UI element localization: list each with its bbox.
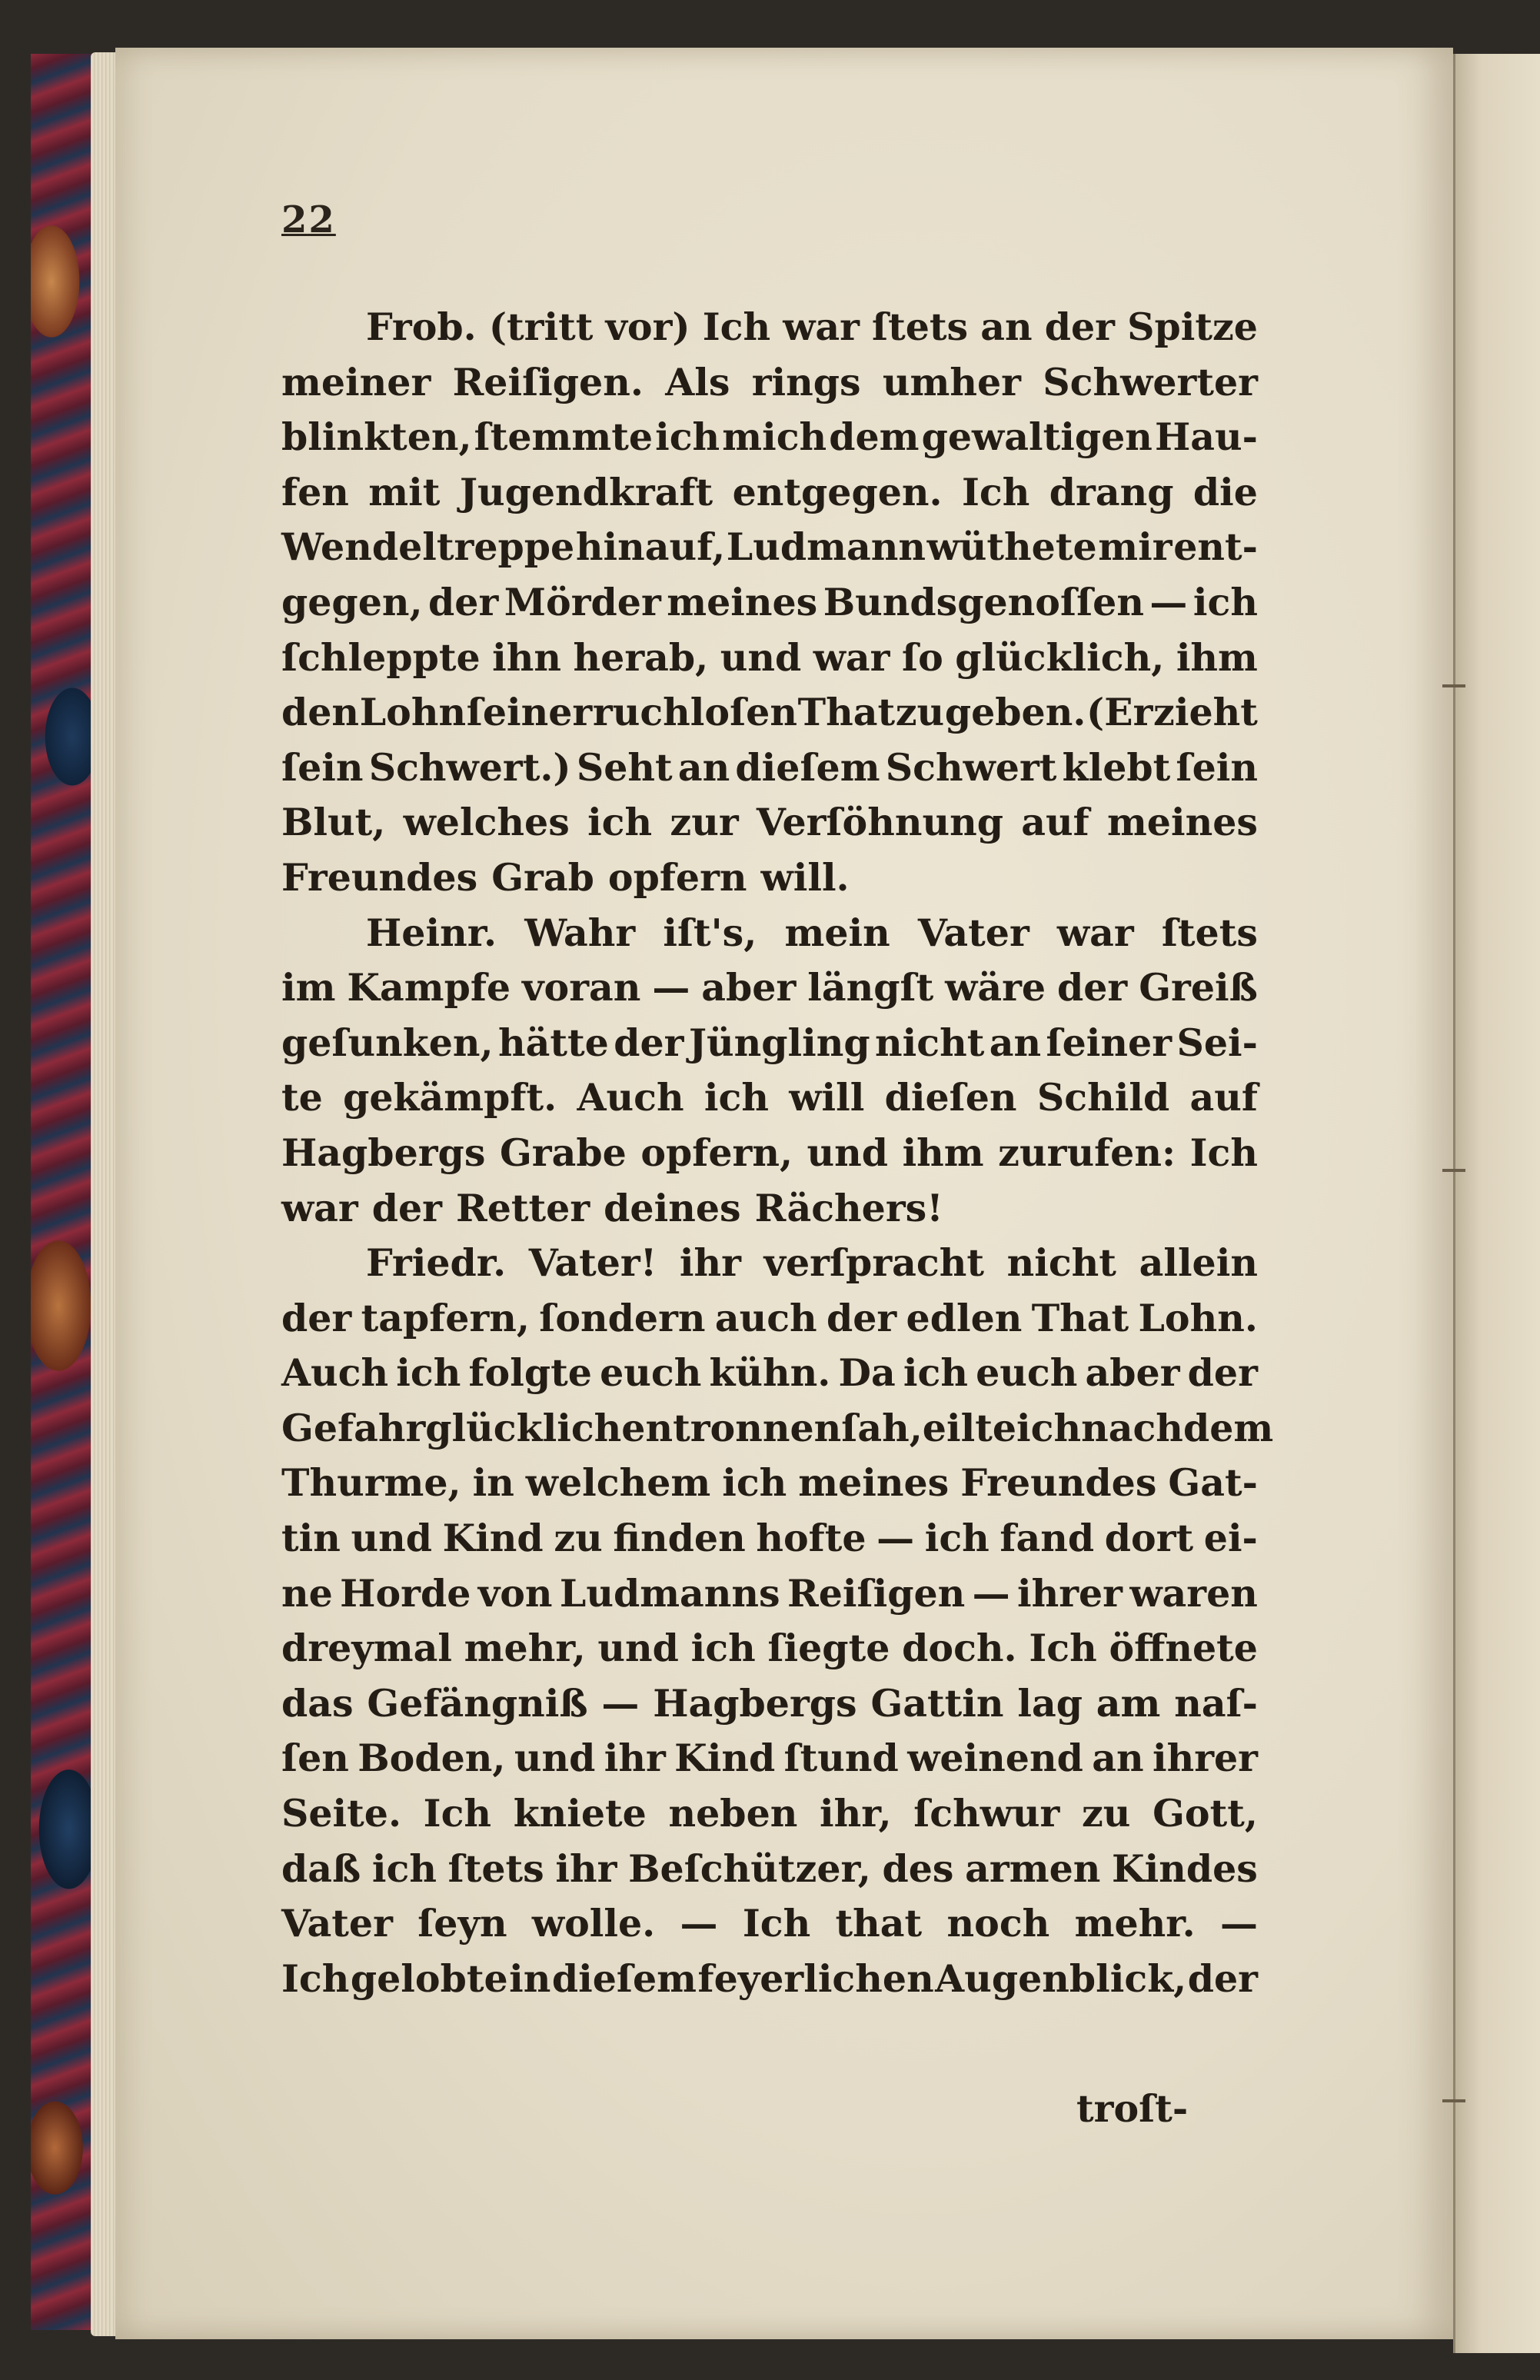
word: das [281,1680,354,1726]
word: auch [714,1295,817,1340]
word: und [351,1516,432,1561]
word: und [514,1736,596,1781]
word: Auch [577,1075,684,1120]
word: auf [1189,1075,1258,1120]
word: ihr [604,1736,666,1781]
word: ſchleppte [281,634,481,680]
word: ich [371,1846,437,1891]
word: meiner [281,359,431,404]
word: die [1192,469,1258,514]
word: Ludmann [726,524,926,570]
word: Kampfe [347,965,511,1010]
word: gelobte [350,1956,508,2001]
word: dreymal [281,1626,452,1671]
word: am [1096,1680,1161,1726]
word: ſchwur [913,1791,1060,1836]
word: euch [976,1350,1078,1396]
word: voran [522,965,641,1010]
word: gewaltigen [921,414,1153,460]
word: Als [665,359,730,404]
word: mit [368,469,441,514]
word: Grab [491,854,594,900]
word: lag [1017,1680,1083,1726]
text-line [281,1731,1258,1786]
word: allein [1139,1240,1258,1286]
word: Lohn. [1138,1295,1258,1340]
word: rings [751,359,861,404]
word: Heinr. [366,910,497,955]
word: Augenblick, [935,1956,1187,2001]
word: ſeiner [1046,1020,1172,1065]
word: ich [722,1460,787,1506]
word: hofte [756,1516,866,1561]
word: nicht [1006,1240,1116,1286]
word: mehr. [1074,1901,1196,1946]
text-line [281,631,1258,686]
word: Vater [917,910,1029,955]
text-line [281,465,1258,521]
word: finden [613,1516,746,1561]
word: ſtets [447,1846,544,1891]
word: verſpracht [763,1240,984,1286]
word: Wahr [524,910,636,955]
word: hinauf, [575,524,726,570]
word: armen [965,1846,1101,1891]
word: von [477,1570,553,1616]
word: den [281,690,360,735]
text-line [281,1346,1258,1401]
word: zu [895,690,945,735]
word: ſtund [783,1736,899,1781]
text-line [281,1181,1258,1237]
word: Thurme, [281,1460,461,1506]
word: Gott, [1153,1791,1258,1836]
word: Sei- [1176,1020,1258,1065]
word: wäre [945,965,1046,1010]
word: Jüngling [688,1020,870,1065]
word: Hagbergs [281,1130,486,1175]
word: der [826,1295,897,1340]
word: Vater! [528,1240,657,1286]
word: Schild [1036,1075,1170,1120]
word: an [677,744,730,790]
word: tin [281,1516,341,1561]
word: herab, [573,634,709,680]
word: ich [690,1626,756,1671]
word: Ich [1189,1130,1258,1175]
word: wolle. [531,1901,656,1946]
word: Da [838,1350,896,1396]
word: ſeiner [466,690,593,735]
word: ſen [281,1736,349,1781]
word: ſondern [539,1295,706,1340]
word: ihr, [820,1791,892,1836]
word: ich [924,1516,990,1561]
text-line [281,410,1258,465]
word: hätte [497,1020,609,1065]
word: Friedr. [366,1240,507,1286]
word: daß [281,1846,361,1891]
word: — [1219,1901,1258,1946]
text-line [281,1126,1258,1181]
binding-stitch [1442,684,1465,687]
word: ei- [1203,1516,1258,1561]
word: Seite. [281,1791,402,1836]
word: kühn. [709,1350,831,1396]
word: te [281,1075,323,1120]
word: Schwert.) [368,744,571,790]
word: welchem [525,1460,711,1506]
text-line [281,575,1258,631]
word: tapfern, [361,1295,530,1340]
word: des [882,1846,954,1891]
word: ſtets [1161,910,1258,955]
word: längſt [807,965,934,1010]
word: der [281,1295,352,1340]
word: Ludmanns [559,1570,780,1616]
word: nach [1081,1405,1183,1450]
word: noch [946,1901,1050,1946]
word: öffnete [1109,1626,1258,1671]
binding-stitch [1442,2099,1465,2102]
word: war [1056,910,1134,955]
word: und [720,634,802,680]
text-line [281,1291,1258,1346]
word: — [876,1516,915,1561]
text-line [281,1016,1258,1071]
word: — [652,965,690,1010]
word: ihr [555,1846,617,1891]
word: Auch [281,1350,389,1396]
word: ich [587,800,653,845]
word: ihrer [1152,1736,1258,1781]
text-line [281,1896,1258,1952]
word: meines [1106,800,1258,845]
word: ihm [1176,634,1258,680]
word: Jugendkraft [459,469,713,514]
word: Freundes [281,854,478,900]
word: edlen [906,1295,1023,1340]
word: Ich [702,305,771,349]
text-line [281,1786,1258,1842]
word: mehr, [464,1626,586,1671]
word: ich [903,1350,968,1396]
word: war [783,305,860,349]
word: Ich [962,469,1030,514]
text-line [281,1566,1258,1622]
binding-stitch [1442,1169,1465,1172]
word: Ich [423,1791,492,1836]
text-line [281,906,1258,961]
word: (tritt [488,305,594,349]
word: ſtemmte [474,414,654,460]
word: Beſchützer, [628,1846,871,1891]
word: fen [281,469,349,514]
word: an [1092,1736,1144,1781]
word: kniete [513,1791,647,1836]
word: Greiß [1139,965,1258,1010]
word: im [281,965,336,1010]
word: zu [554,1516,603,1561]
word: zu [1081,1791,1131,1836]
word: meines [667,579,818,624]
word: doch. [902,1626,1017,1671]
text-line [281,1842,1258,1897]
word: geben. [944,690,1086,735]
word: Reiſigen. [452,359,644,404]
word: that [835,1901,923,1946]
word: mich [722,414,827,460]
word: nicht [875,1020,985,1065]
word: Freundes [960,1460,1157,1506]
word: Frob. [366,305,477,349]
catchword: troſt- [1076,2086,1189,2131]
word: an [980,305,1033,349]
word: und [597,1626,679,1671]
word: opfern, [640,1130,793,1175]
word: Lohn [359,690,467,735]
word: ſiegte [767,1626,890,1671]
word: Ich [281,1956,350,2001]
word: will [789,1075,865,1120]
word: Wendeltreppe [281,524,575,570]
word: — [680,1901,718,1946]
word: in [472,1460,514,1506]
word: ich [1016,1405,1082,1450]
word: Retter [456,1185,590,1230]
word: Mörder [504,579,661,624]
word: Kindes [1112,1846,1258,1891]
word: glücklich [425,1405,622,1450]
word: Blut, [281,800,386,845]
word: folgte [468,1350,592,1396]
word: Gattin [870,1680,1004,1726]
word: ich [703,1075,769,1120]
word: vor) [605,305,690,349]
word: Hau- [1154,414,1258,460]
word: dort [1104,1516,1194,1561]
word: deines [604,1185,741,1230]
word: gegen, [281,579,423,624]
word: war [813,634,890,680]
word: mir [1098,524,1172,570]
word: ruchloſen [592,690,797,735]
word: dem [829,414,920,460]
body-text [281,300,1274,2006]
text-line [281,355,1258,411]
word: ihr [679,1240,741,1286]
word: That [1031,1295,1129,1340]
word: ſein [1176,744,1258,790]
word: Reiſigen [787,1570,966,1616]
word: ſtets [872,305,969,349]
word: wüthete [926,524,1097,570]
word: der [428,579,499,624]
word: klebt [1062,744,1171,790]
text-line [281,960,1258,1016]
word: mein [784,910,890,955]
word: weinend [907,1736,1083,1781]
word: zur [670,800,739,845]
word: neben [668,1791,798,1836]
text-line [281,850,1258,906]
text-line [281,795,1258,850]
word: Schwerter [1043,359,1258,404]
text-line [281,1236,1258,1291]
word: Grabe [499,1130,627,1175]
word: blinkten, [281,414,472,460]
text-line [281,520,1258,575]
word: ſah, [841,1405,923,1450]
word: fand [1000,1516,1095,1561]
word: welches [403,800,570,845]
word: Kind [674,1736,776,1781]
word: Rächers! [754,1185,943,1230]
word: an [989,1020,1042,1065]
word: waren [1129,1570,1258,1616]
text-line [281,1511,1258,1566]
word: ihm [902,1130,984,1175]
word: — [1149,579,1188,624]
word: war [281,1185,358,1230]
text-line [281,1401,1274,1456]
word: Ich [742,1901,811,1946]
word: ne [281,1570,333,1616]
word: meines [798,1460,950,1506]
word: ihn [492,634,562,680]
page-number: 22 [281,198,336,241]
word: feyerlichen [697,1956,934,2001]
word: euch [600,1350,702,1396]
word: Gefahr [281,1405,426,1450]
word: ihrer [1016,1570,1123,1616]
word: eilte [922,1405,1017,1450]
word: (Er [1086,690,1153,735]
word: aber [1085,1350,1180,1396]
word: Ich [1029,1626,1097,1671]
word: will. [760,854,850,900]
text-line [281,1070,1258,1126]
word: ich [396,1350,461,1396]
text-line [281,741,1258,796]
word: Spitze [1127,305,1258,349]
word: — [972,1570,1010,1616]
word: Vater [281,1901,393,1946]
word: Boden, [358,1736,506,1781]
word: der [371,1185,443,1230]
word: drang [1049,469,1174,514]
word: Hagbergs [653,1680,857,1726]
word: Gefängniß [367,1680,588,1726]
text-line [281,1952,1258,2007]
next-page-edge [1453,54,1540,2353]
word: der [1187,1350,1258,1396]
word: ſo [902,634,943,680]
word: Schwert [885,744,1057,790]
word: der [1187,1956,1258,2001]
word: opfern [607,854,747,900]
word: glücklich, [955,634,1165,680]
word: entgegen. [732,469,943,514]
text-line [281,1676,1258,1732]
word: ſein [281,744,364,790]
word: zurufen: [998,1130,1176,1175]
word: in [509,1956,551,2001]
word: Kind [442,1516,544,1561]
word: der [1057,965,1128,1010]
word: ſeyn [417,1901,507,1946]
word: That [797,690,896,735]
word: Verſöhnung [756,800,1003,845]
word: und [807,1130,889,1175]
text-line [281,685,1258,741]
word: dem [1182,1405,1274,1450]
word: dieſem [735,744,880,790]
word: aber [701,965,797,1010]
word: zieht [1153,690,1258,735]
word: Horde [340,1570,471,1616]
word: — [601,1680,640,1726]
word: der [1044,305,1115,349]
word: ent- [1173,524,1258,570]
word: ich [655,414,720,460]
text-line [281,1621,1258,1676]
word: Bundsgenoſſen [823,579,1144,624]
word: geſunken, [281,1020,494,1065]
word: gekämpft. [343,1075,557,1120]
word: Gat- [1168,1460,1258,1506]
word: der [614,1020,684,1065]
text-line [281,1456,1258,1511]
word: dieſen [884,1075,1017,1120]
word: Seht [576,744,673,790]
word: ich [1192,579,1258,624]
word: iſt's, [663,910,757,955]
word: auf [1021,800,1089,845]
word: umher [882,359,1021,404]
word: naſ- [1174,1680,1258,1726]
word: entronnen [621,1405,842,1450]
text-line [281,300,1258,355]
word: dieſem [551,1956,697,2001]
